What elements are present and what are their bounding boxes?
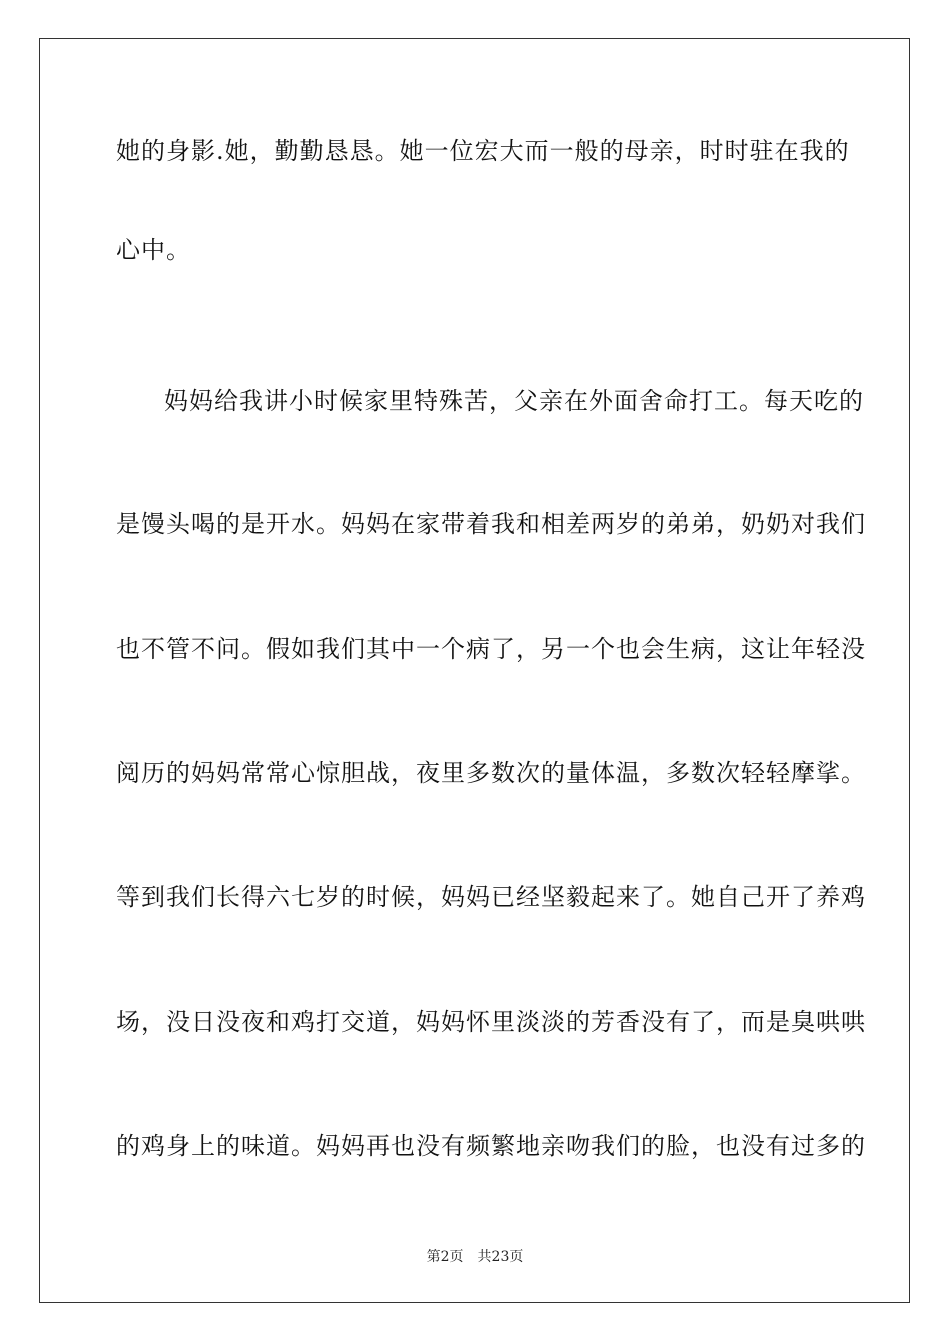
- page-total: 共23页: [477, 1249, 524, 1265]
- text-line-5: 也不管不问。假如我们其中一个病了，另一个也会生病，这让年轻没: [116, 635, 866, 663]
- text-line-6: 阅历的妈妈常常心惊胆战，夜里多数次的量体温，多数次轻轻摩挲。: [116, 759, 866, 787]
- text-line-9: 的鸡身上的味道。妈妈再也没有频繁地亲吻我们的脸，也没有过多的: [116, 1132, 866, 1160]
- text-line-1: 她的身影.她，勤勤恳恳。她一位宏大而一般的母亲，时时驻在我的: [116, 137, 850, 165]
- page-number: 第2页: [426, 1249, 464, 1265]
- text-line-7: 等到我们长得六七岁的时候，妈妈已经坚毅起来了。她自己开了养鸡: [116, 883, 866, 911]
- text-line-8: 场，没日没夜和鸡打交道，妈妈怀里淡淡的芳香没有了，而是臭哄哄: [116, 1008, 866, 1036]
- text-line-3: 妈妈给我讲小时候家里特殊苦，父亲在外面舍命打工。每天吃的: [164, 387, 864, 415]
- page-border: [39, 38, 910, 1303]
- text-line-2: 心中。: [116, 236, 191, 264]
- page-footer: [0, 1248, 950, 1266]
- text-line-4: 是馒头喝的是开水。妈妈在家带着我和相差两岁的弟弟，奶奶对我们: [116, 510, 866, 538]
